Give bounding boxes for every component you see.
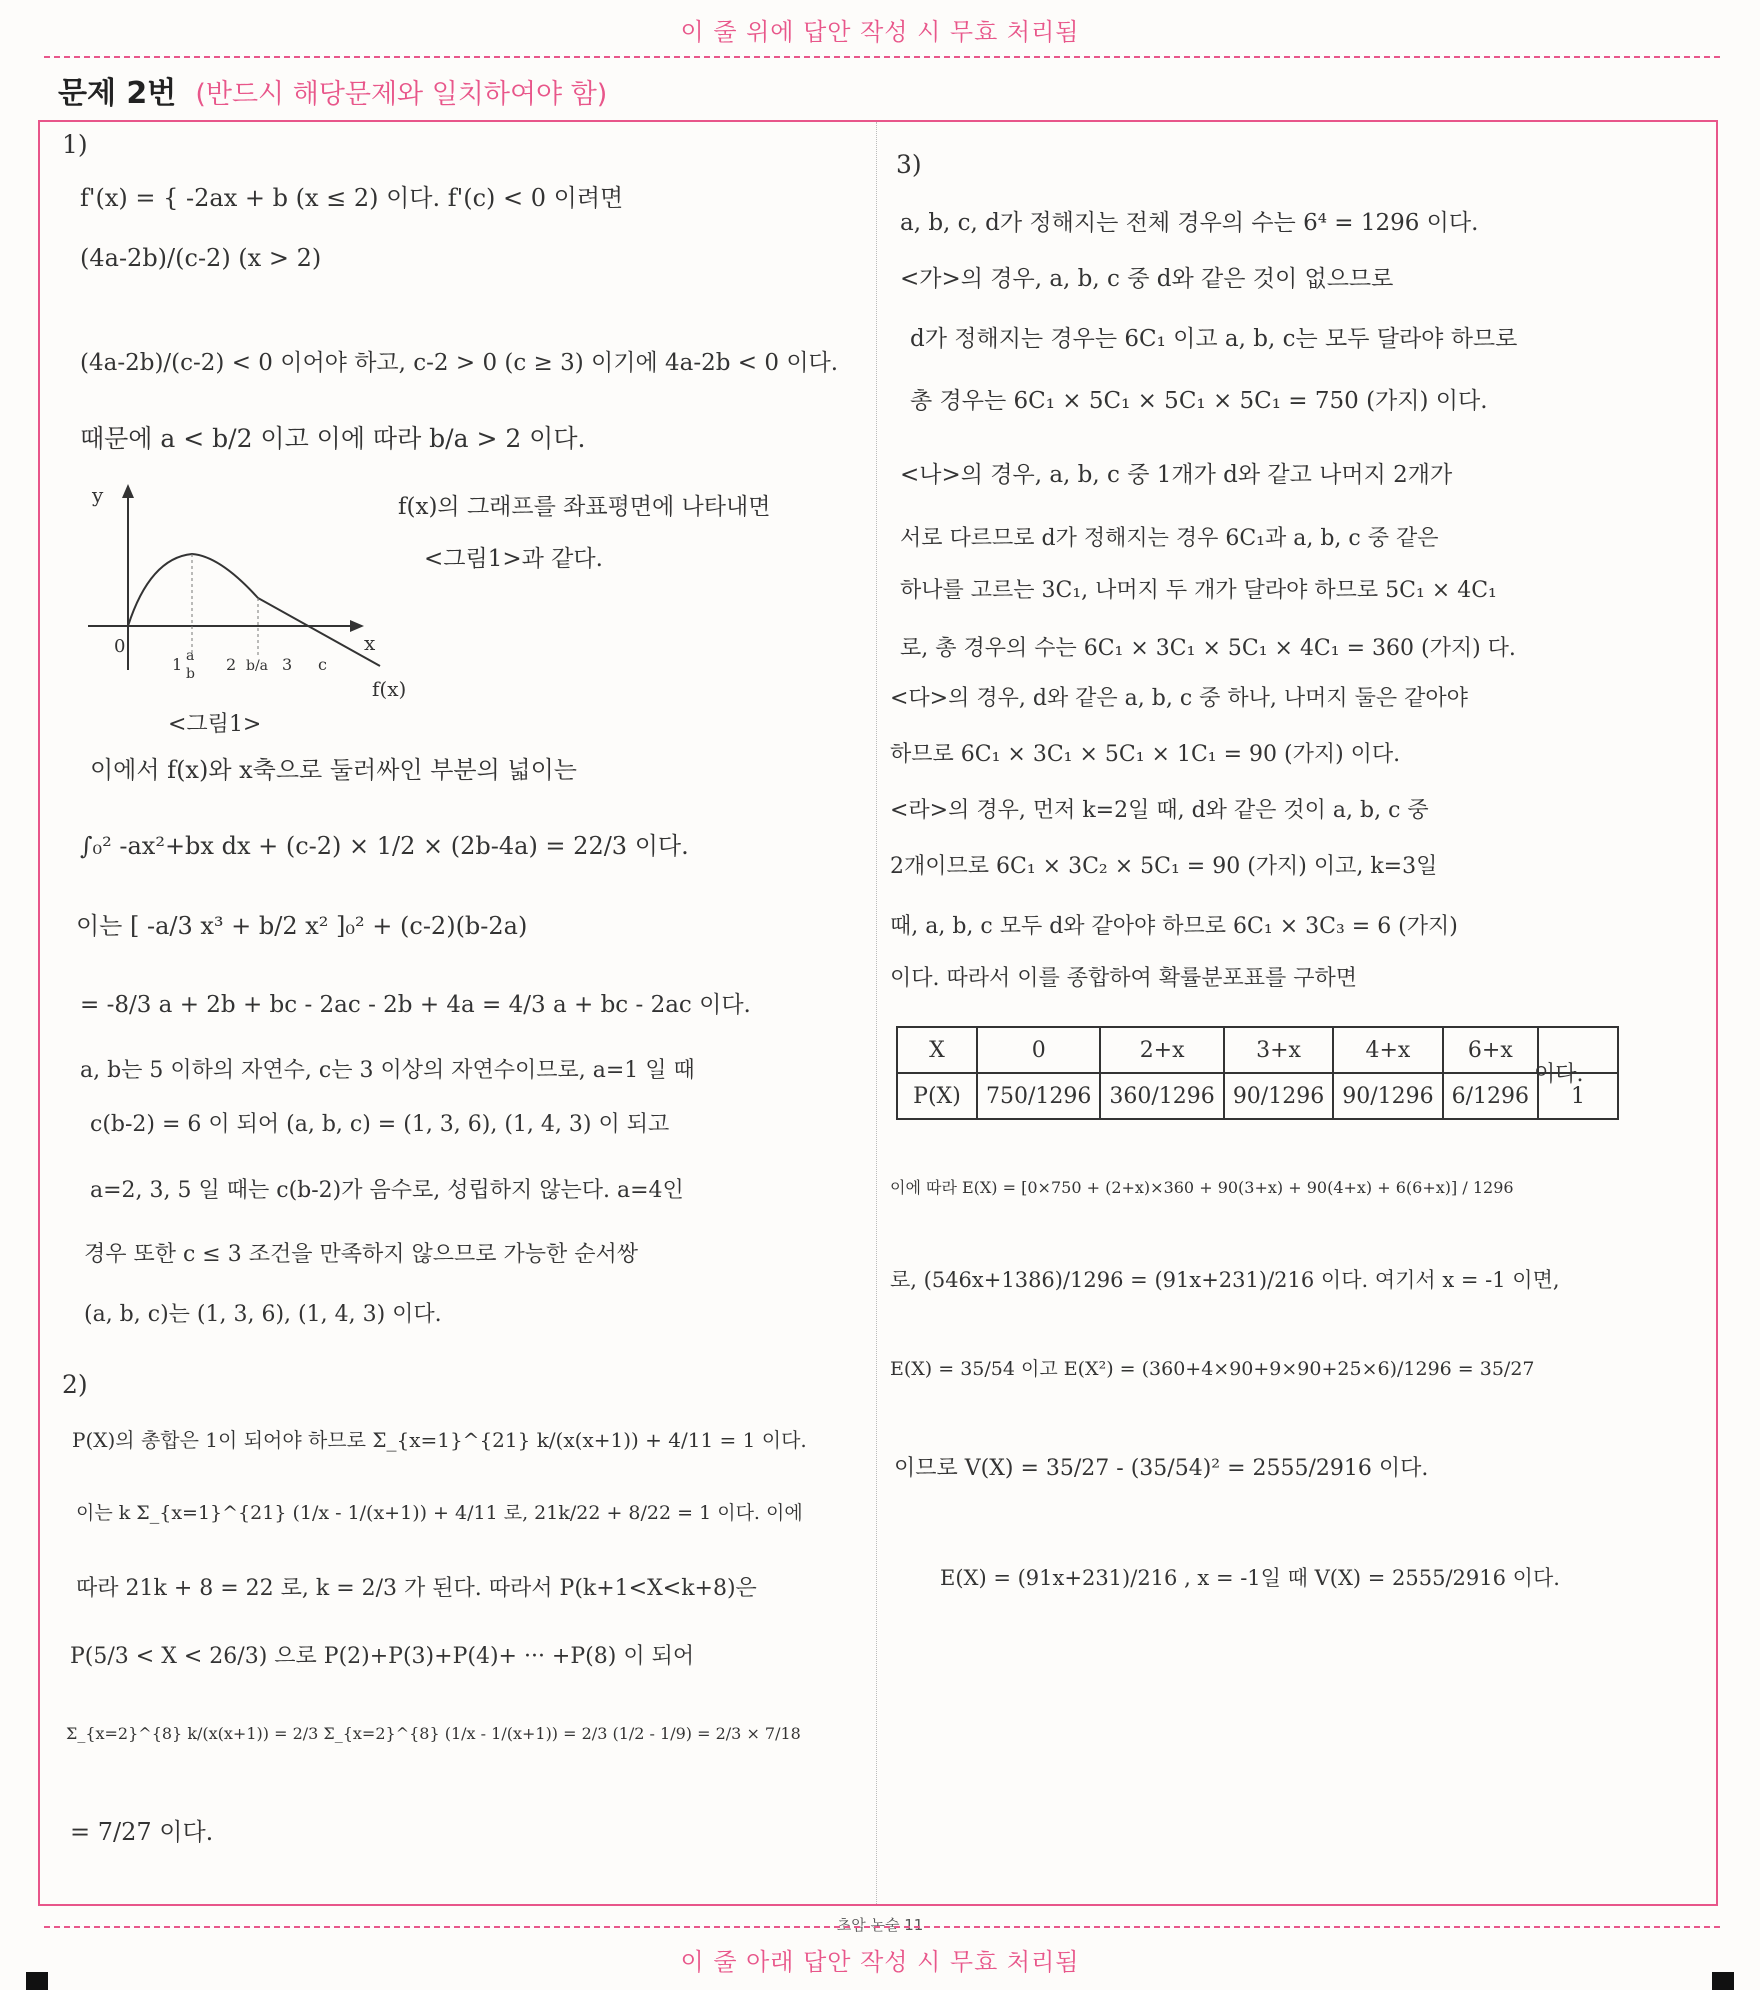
left-line: = 7/27 이다. (70, 1818, 214, 1846)
left-line: 이에서 f(x)와 x축으로 둘러싸인 부분의 넓이는 (90, 756, 577, 784)
left-line: (a, b, c)는 (1, 3, 6), (1, 4, 3) 이다. (84, 1302, 442, 1327)
right-line: 이므로 V(X) = 35/27 - (35/54)² = 2555/2916 이다. (894, 1456, 1429, 1481)
right-line: E(X) = 35/54 이고 E(X²) = (360+4×90+9×90+25×6)/1296 = 35/27 (890, 1358, 1535, 1380)
origin-label: 0 (114, 636, 126, 657)
scan-corner-mark (1712, 1972, 1734, 1990)
table-cell: 6+x (1443, 1027, 1538, 1073)
left-line: f(x)의 그래프를 좌표평면에 나타내면 (398, 494, 771, 520)
figure-caption: <그림1> (168, 712, 262, 737)
left-line: P(X)의 총합은 1이 되어야 하므로 Σ_{x=1}^{21} k/(x(x+1)) + 4/11 = 1 이다. (72, 1428, 807, 1452)
table-cell: 6/1296 (1443, 1073, 1538, 1119)
table-row (897, 1073, 1618, 1119)
right-line: d가 정해지는 경우는 6C₁ 이고 a, b, c는 모두 달라야 하므로 (910, 326, 1518, 352)
table-cell: 90/1296 (1224, 1073, 1333, 1119)
right-line: a, b, c, d가 정해지는 전체 경우의 수는 6⁴ = 1296 이다. (900, 210, 1479, 236)
top-cut-line (44, 56, 1720, 58)
left-line: <그림1>과 같다. (424, 546, 603, 572)
right-line: 2개이므로 6C₁ × 3C₂ × 5C₁ = 90 (가지) 이고, k=3일 (890, 854, 1438, 879)
problem-title: 문제 2번 (58, 76, 177, 111)
right-line: 하나를 고르는 3C₁, 나머지 두 개가 달라야 하므로 5C₁ × 4C₁ (900, 578, 1497, 603)
probability-distribution-table (896, 1026, 1619, 1120)
problem-subtitle: (반드시 해당문제와 일치하여야 함) (195, 79, 608, 110)
right-line: <라>의 경우, 먼저 k=2일 때, d와 같은 것이 a, b, c 중 (890, 798, 1429, 823)
right-line: <나>의 경우, a, b, c 중 1개가 d와 같고 나머지 2개가 (900, 462, 1453, 488)
bottom-cut-line (44, 1926, 1720, 1928)
right-line: E(X) = (91x+231)/216 , x = -1일 때 V(X) = 2555/2916 이다. (940, 1566, 1560, 1590)
left-line: 2) (62, 1370, 88, 1399)
x-axis-label: x (364, 631, 376, 655)
right-line: 이다. (1534, 1062, 1584, 1087)
fx-curve (128, 554, 380, 666)
right-line: 하므로 6C₁ × 3C₁ × 5C₁ × 1C₁ = 90 (가지) 이다. (890, 742, 1401, 767)
left-line: 이는 k Σ_{x=1}^{21} (1/x - 1/(x+1)) + 4/11 로, 21k/22 + 8/22 = 1 이다. 이에 (76, 1502, 803, 1524)
tick-label: b (186, 666, 195, 682)
table-cell: 360/1296 (1100, 1073, 1223, 1119)
right-line: <다>의 경우, d와 같은 a, b, c 중 하나, 나머지 둘은 같아야 (890, 686, 1468, 711)
table-cell: 750/1296 (977, 1073, 1100, 1119)
tick-label: c (318, 655, 327, 674)
right-line: 때, a, b, c 모두 d와 같아야 하므로 6C₁ × 3C₃ = 6 (가지) (890, 914, 1458, 939)
curve-label: f(x) (372, 677, 407, 701)
right-line: 서로 다르므로 d가 정해지는 경우 6C₁과 a, b, c 중 같은 (900, 526, 1439, 551)
left-line: Σ_{x=2}^{8} k/(x(x+1)) = 2/3 Σ_{x=2}^{8} (1/x - 1/(x+1)) = 2/3 (1/2 - 1/9) = 2/3 × 7/18 (66, 1724, 801, 1743)
right-line: 이에 따라 E(X) = [0×750 + (2+x)×360 + 90(3+x) + 90(4+x) + 6(6+x)] / 1296 (890, 1178, 1514, 1197)
top-invalid-notice: 이 줄 위에 답안 작성 시 무효 처리됨 (680, 18, 1080, 46)
right-line: 총 경우는 6C₁ × 5C₁ × 5C₁ × 5C₁ = 750 (가지) 이다. (910, 388, 1488, 414)
left-line: = -8/3 a + 2b + bc - 2ac - 2b + 4a = 4/3 a + bc - 2ac 이다. (80, 992, 751, 1018)
left-line: a, b는 5 이하의 자연수, c는 3 이상의 자연수이므로, a=1 일 때 (80, 1058, 695, 1083)
table-row (897, 1027, 1618, 1073)
scan-corner-mark (26, 1972, 48, 1990)
table-cell: X (897, 1027, 977, 1073)
page-number: 초암 논술 11 (836, 1916, 924, 1934)
left-line: a=2, 3, 5 일 때는 c(b-2)가 음수로, 성립하지 않는다. a=4인 (90, 1178, 684, 1203)
left-line: c(b-2) = 6 이 되어 (a, b, c) = (1, 3, 6), (1, 4, 3) 이 되고 (90, 1112, 670, 1137)
table-cell: 2+x (1100, 1027, 1223, 1073)
table-cell: 4+x (1333, 1027, 1442, 1073)
bottom-invalid-notice: 이 줄 아래 답안 작성 시 무효 처리됨 (680, 1948, 1080, 1976)
y-axis-arrow (122, 484, 134, 498)
right-line: 로, (546x+1386)/1296 = (91x+231)/216 이다. 여기서 x = -1 이면, (890, 1268, 1560, 1292)
table-cell: P(X) (897, 1073, 977, 1119)
table-cell: 1 (1538, 1073, 1618, 1119)
left-line: ∫₀² -ax²+bx dx + (c-2) × 1/2 × (2b-4a) = 22/3 이다. (80, 832, 689, 860)
left-line: 이는 [ -a/3 x³ + b/2 x² ]₀² + (c-2)(b-2a) (76, 912, 528, 940)
column-divider (876, 122, 877, 1904)
x-axis-arrow (350, 620, 364, 632)
tick-label: a (186, 648, 195, 664)
table-cell: 0 (977, 1027, 1100, 1073)
table-cell: 90/1296 (1333, 1073, 1442, 1119)
left-line: (4a-2b)/(c-2) (x > 2) (80, 244, 322, 272)
left-line: P(5/3 < X < 26/3) 으로 P(2)+P(3)+P(4)+ ··· +P(8) 이 되어 (70, 1644, 695, 1669)
right-line: 로, 총 경우의 수는 6C₁ × 3C₁ × 5C₁ × 4C₁ = 360 (가지) 다. (900, 636, 1516, 661)
tick-label: 3 (282, 655, 293, 674)
right-line: <가>의 경우, a, b, c 중 d와 같은 것이 없으므로 (900, 266, 1394, 292)
y-axis-label: y (92, 483, 104, 507)
tick-label: 2 (226, 655, 237, 674)
left-line: 따라 21k + 8 = 22 로, k = 2/3 가 된다. 따라서 P(k+1<X<k+8)은 (76, 1576, 757, 1601)
tick-label: b/a (246, 658, 269, 674)
right-line: 3) (896, 150, 922, 179)
left-line: 때문에 a < b/2 이고 이에 따라 b/a > 2 이다. (80, 424, 586, 453)
left-line: 1) (62, 130, 88, 159)
problem-header (58, 68, 607, 112)
function-graph-figure (80, 480, 410, 750)
left-line: (4a-2b)/(c-2) < 0 이어야 하고, c-2 > 0 (c ≥ 3) 이기에 4a-2b < 0 이다. (80, 350, 839, 376)
tick-label: 1 (172, 655, 183, 674)
table-cell: 3+x (1224, 1027, 1333, 1073)
right-line: 이다. 따라서 이를 종합하여 확률분포표를 구하면 (890, 966, 1358, 991)
left-line: f'(x) = { -2ax + b (x ≤ 2) 이다. f'(c) < 0 이려면 (80, 184, 624, 212)
left-line: 경우 또한 c ≤ 3 조건을 만족하지 않으므로 가능한 순서쌍 (84, 1242, 638, 1267)
